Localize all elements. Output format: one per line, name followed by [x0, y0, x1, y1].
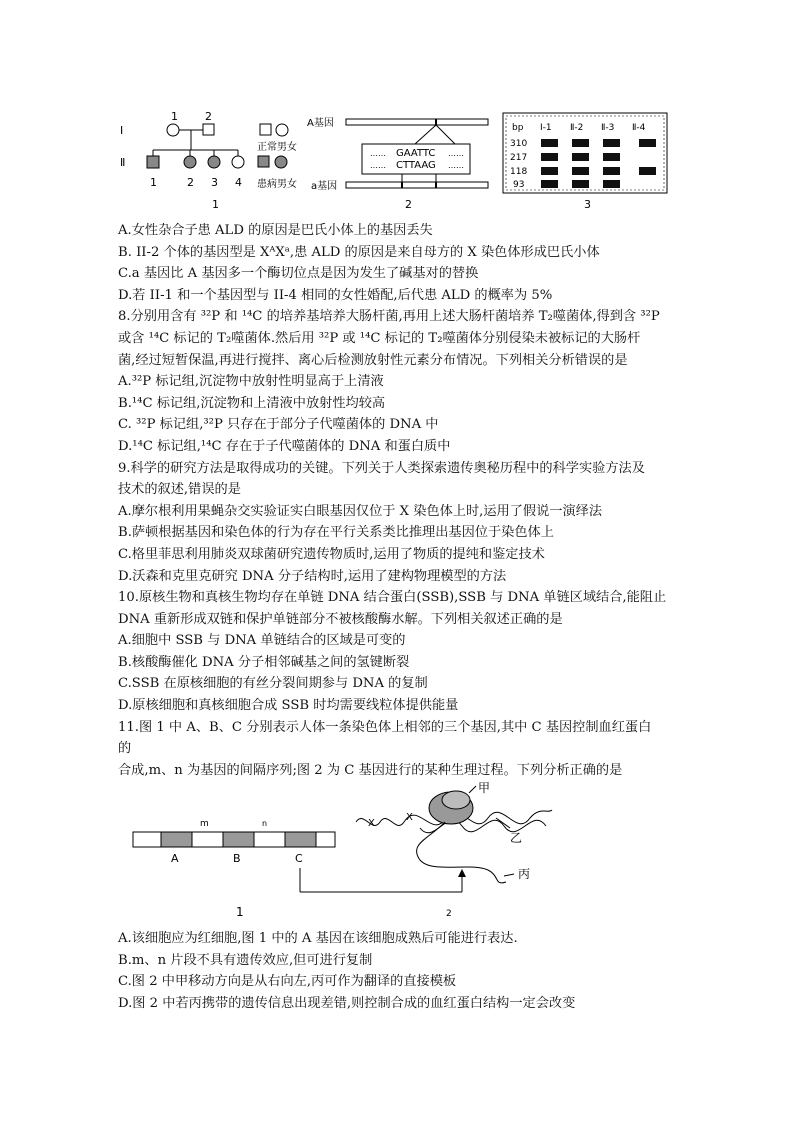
text-line: B. II-2 个体的基因型是 XᴬXᵃ,患 ALD 的原因是来自母方的 X 染色体形成巴氏小体	[118, 244, 600, 260]
gel-band	[572, 180, 589, 188]
gel-lane-3: Ⅱ-3	[601, 123, 615, 133]
polymerase-highlight	[442, 791, 470, 809]
figure2-caption: 2	[405, 198, 412, 211]
pedigree-I2	[203, 124, 214, 135]
question11-svg	[0, 770, 794, 920]
gel-size-118: 118	[510, 167, 528, 177]
dots-left-1: ……	[370, 149, 386, 158]
option-d: D.图 2 中若丙携带的遗传信息出现差错,则控制合成的血红蛋白结构一定会改变	[118, 995, 576, 1011]
option-b: B.m、n 片段不具有遗传效应,但可进行复制	[118, 952, 373, 968]
text-line: D.¹⁴C 标记组,¹⁴C 存在于子代噬菌体的 DNA 和蛋白质中	[118, 438, 451, 454]
gel-figure	[503, 113, 667, 211]
gel-band	[572, 153, 589, 161]
arrow-up-icon	[458, 869, 466, 877]
n-label: n	[262, 819, 268, 828]
chromosome-figure	[133, 819, 466, 919]
gel-band	[639, 167, 656, 175]
text-line: C.格里菲思利用肺炎双球菌研究遗传物质时,运用了物质的提纯和鉴定技术	[118, 546, 545, 562]
text-line: 菌,经过短暂保温,再进行搅拌、离心后检测放射性元素分布情况。下列相关分析错误的是	[118, 352, 628, 368]
option-c: C.图 2 中甲移动方向是从右向左,丙可作为翻译的直接模板	[118, 974, 457, 990]
dots-right-2: ……	[448, 161, 464, 170]
gel-band	[603, 139, 620, 147]
gel-band	[541, 153, 558, 161]
x-mark-2: X	[406, 812, 413, 823]
gene-B-block	[223, 832, 254, 847]
legend-affected-label: 患病男女	[257, 179, 297, 190]
text-line: 合成,m、n 为基因的间隔序列;图 2 为 C 基因进行的某种生理过程。下列分析正确的是	[118, 762, 623, 778]
text-line: B.¹⁴C 标记组,沉淀物和上清液中放射性均较高	[118, 395, 386, 411]
gel-bp: bp	[512, 123, 524, 133]
gel-lane-2: Ⅱ-2	[570, 123, 584, 133]
gen1-label: Ⅰ	[120, 124, 124, 137]
text-line: D.若 II-1 和一个基因型与 II-4 相同的女性婚配,后代患 ALD 的概率为 5%	[118, 287, 553, 303]
gel-size-217: 217	[510, 153, 528, 163]
gel-band	[603, 153, 620, 161]
text-line: C.SSB 在原核细胞的有丝分裂间期参与 DNA 的复制	[118, 676, 428, 692]
text-line: A.摩尔根利用果蝇杂交实验证实白眼基因仅位于 X 染色体上时,运用了假说一演绎法	[118, 503, 603, 519]
text-line: A.女性杂合子患 ALD 的原因是巴氏小体上的基因丢失	[118, 223, 433, 238]
legend-normal-male	[260, 124, 271, 135]
pedigree-II4	[232, 156, 244, 168]
m-label: m	[200, 819, 209, 829]
pedigree-label-I2: 2	[205, 110, 212, 123]
text-line: 9.科学的研究方法是取得成功的关键。下列关于人类探索遗传奥秘历程中的科学实验方法及	[118, 460, 645, 476]
yi-label: 乙	[510, 831, 523, 845]
question11-options	[118, 928, 688, 1014]
text-line: D.沃森和克里克研究 DNA 分子结构时,运用了建构物理模型的方法	[118, 568, 507, 584]
gel-size-93: 93	[513, 180, 525, 190]
pedigree-II3	[208, 156, 220, 168]
text-line: 10.原核生物和真核生物均存在单链 DNA 结合蛋白(SSB),SSB 与 DNA 单链区域结合,能阻止	[118, 590, 667, 606]
gene-A-block	[161, 832, 192, 847]
legend-normal-label: 正常男女	[257, 142, 297, 153]
pedigree-label-II2: 2	[187, 176, 194, 189]
gel-band	[541, 180, 558, 188]
legend-affected-male	[258, 156, 269, 167]
bing-label: 丙	[518, 867, 531, 881]
seq1: GAATTC	[396, 148, 436, 159]
gel-band	[603, 180, 620, 188]
question11-figures	[0, 770, 794, 920]
figure1-caption: 1	[212, 198, 219, 211]
pedigree-label-II1: 1	[150, 176, 157, 189]
top-figures	[0, 0, 794, 215]
pedigree-label-II4: 4	[235, 176, 242, 189]
gel-band	[572, 167, 589, 175]
pedigree-label-II3: 3	[211, 176, 218, 189]
pedigree-label-I1: 1	[171, 110, 178, 123]
transcription-caption: 2	[446, 909, 452, 919]
gene-C-block	[285, 832, 316, 847]
dots-right-1: ……	[448, 149, 464, 158]
gel-lane-1: Ⅰ-1	[540, 123, 552, 133]
gel-band	[572, 139, 589, 147]
text-line: DNA 重新形成双链和保护单链部分不被核酸酶水解。下列相关叙述正确的是	[118, 611, 563, 627]
gel-band	[603, 167, 620, 175]
text-line: 或含 ¹⁴C 标记的 T₂噬菌体.然后用 ³²P 或 ¹⁴C 标记的 T₂噬菌体分别侵染未被标记的大肠杆	[118, 330, 641, 346]
dna-strand-bottom	[420, 820, 546, 833]
text-line: B.萨顿根据基因和染色体的行为存在平行关系类比推理出基因位于染色体上	[118, 525, 554, 541]
figure3-caption: 3	[584, 198, 591, 211]
pedigree-II1	[147, 156, 159, 168]
gel-band	[541, 139, 558, 147]
seq2: CTTAAG	[396, 160, 436, 171]
gene-B-label: B	[233, 852, 241, 865]
option-a: A.该细胞应为红细胞,图 1 中的 A 基因在该细胞成熟后可能进行表达.	[118, 931, 518, 946]
chromosome-caption: 1	[236, 905, 244, 919]
text-line: B.核酸酶催化 DNA 分子相邻碱基之间的氢键断裂	[118, 654, 410, 670]
gel-band	[639, 139, 656, 147]
dots-left-2: ……	[370, 161, 386, 170]
text-line: A.细胞中 SSB 与 DNA 单链结合的区域是可变的	[118, 633, 406, 649]
gene-A-label: A	[171, 852, 179, 865]
a-gene-label: A基因	[307, 118, 334, 129]
text-line: C. ³²P 标记组,³²P 只存在于部分子代噬菌体的 DNA 中	[118, 417, 439, 433]
text-line: 的	[118, 741, 132, 757]
jia-label: 甲	[478, 781, 491, 795]
gene-C-label: C	[295, 852, 303, 865]
gen2-label: Ⅱ	[120, 156, 126, 169]
pedigree-I1	[167, 124, 179, 136]
text-line: D.原核细胞和真核细胞合成 SSB 时均需要线粒体提供能量	[118, 698, 459, 714]
gel-band	[541, 167, 558, 175]
pedigree-II2	[184, 156, 196, 168]
legend-affected-female	[275, 156, 287, 168]
text-line: 8.分别用含有 ³²P 和 ¹⁴C 的培养基培养大肠杆菌,再用上述大肠杆菌培养 T₂噬菌体,得到含 ³²P	[118, 309, 660, 325]
question-text-block	[118, 220, 688, 781]
gel-size-310: 310	[510, 139, 528, 149]
b-gene-label: a基因	[311, 181, 338, 192]
dna-strand-left	[356, 819, 404, 826]
legend-normal-female	[276, 124, 288, 136]
figure-row-svg	[0, 0, 794, 215]
text-line: 技术的叙述,错误的是	[118, 482, 241, 498]
text-line: C.a 基因比 A 基因多一个酶切位点是因为发生了碱基对的替换	[118, 266, 479, 282]
text-line: A.³²P 标记组,沉淀物中放射性明显高于上清液	[118, 374, 384, 390]
x-mark-1: X	[368, 818, 375, 829]
text-line: 11.图 1 中 A、B、C 分别表示人体一条染色体上相邻的三个基因,其中 C 基因控制血红蛋白	[118, 719, 652, 735]
gel-lane-4: Ⅱ-4	[632, 123, 646, 133]
